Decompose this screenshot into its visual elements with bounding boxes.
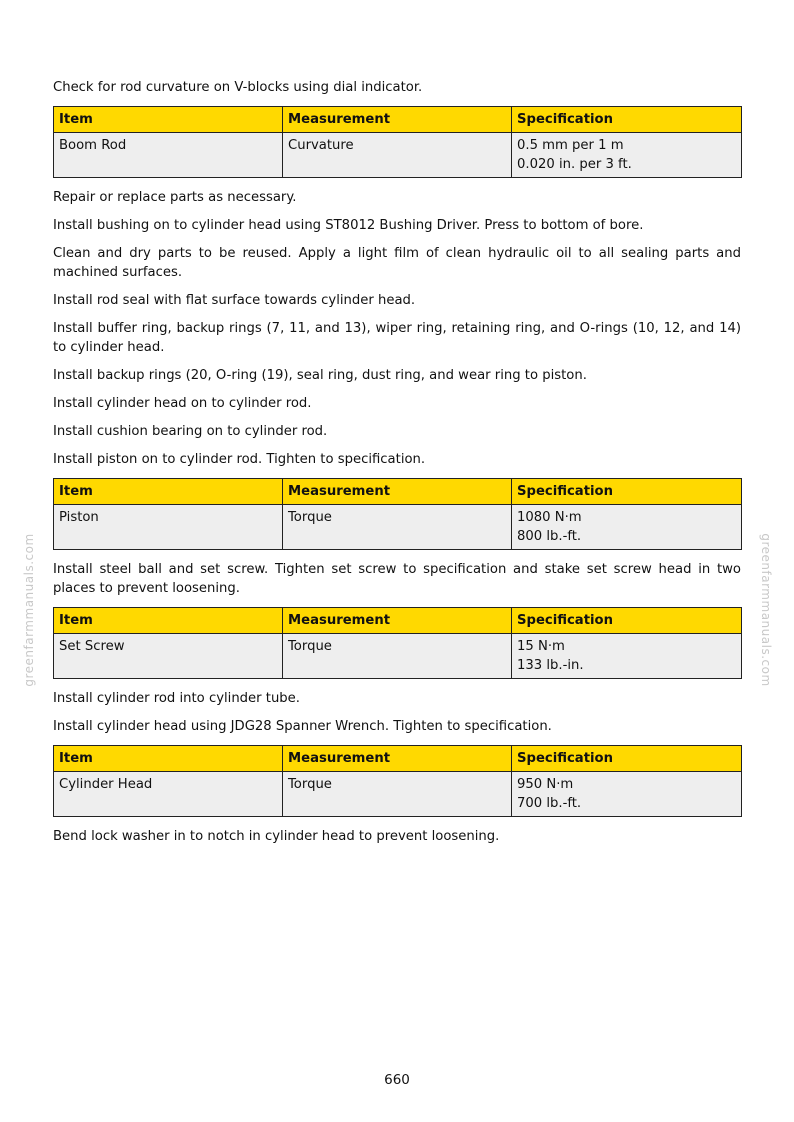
- cell-measurement: Curvature: [283, 133, 512, 178]
- cell-item: Piston: [54, 505, 283, 550]
- table-row: [54, 772, 742, 817]
- header-measurement: Measurement: [283, 746, 512, 772]
- cell-specification: [512, 772, 742, 817]
- header-specification: Specification: [512, 479, 742, 505]
- instruction-paragraph: Install bushing on to cylinder head using ST8012 Bushing Driver. Press to bottom of bore.: [53, 218, 644, 233]
- header-specification: Specification: [512, 107, 742, 133]
- cell-measurement: Torque: [283, 634, 512, 679]
- header-specification: Specification: [512, 608, 742, 634]
- table-header-row: [54, 107, 742, 133]
- instruction-paragraph: Clean and dry parts to be reused. Apply a light film of clean hydraulic oil to all sealing parts and machined surfaces.: [53, 246, 741, 280]
- table-header-row: [54, 608, 742, 634]
- instruction-paragraph: Repair or replace parts as necessary.: [53, 190, 297, 205]
- cell-item: Set Screw: [54, 634, 283, 679]
- specification-table: [53, 607, 742, 679]
- header-measurement: Measurement: [283, 479, 512, 505]
- instruction-paragraph: Install cushion bearing on to cylinder rod.: [53, 424, 328, 439]
- specification-value: 800 lb.-ft.: [517, 529, 582, 544]
- specification-value: 133 lb.-in.: [517, 658, 584, 673]
- table-row: [54, 634, 742, 679]
- specification-value: 700 lb.-ft.: [517, 796, 582, 811]
- specification-value: 950 N·m: [517, 777, 574, 792]
- table-row: [54, 505, 742, 550]
- header-measurement: Measurement: [283, 608, 512, 634]
- header-item: Item: [54, 746, 283, 772]
- document-body: [53, 78, 741, 855]
- specification-table: [53, 106, 742, 178]
- instruction-paragraph: Check for rod curvature on V-blocks using dial indicator.: [53, 80, 423, 95]
- specification-table: [53, 478, 742, 550]
- table-header-row: [54, 479, 742, 505]
- instruction-paragraph: Install cylinder rod into cylinder tube.: [53, 691, 300, 706]
- header-item: Item: [54, 608, 283, 634]
- instruction-paragraph: Install buffer ring, backup rings (7, 11, and 13), wiper ring, retaining ring, and O-rings (10, 12, and 14) to cylinder head.: [53, 321, 741, 355]
- instruction-paragraph: Install cylinder head on to cylinder rod.: [53, 396, 312, 411]
- instruction-paragraph: Install piston on to cylinder rod. Tighten to specification.: [53, 452, 426, 467]
- header-item: Item: [54, 479, 283, 505]
- instruction-paragraph: Install rod seal with flat surface towards cylinder head.: [53, 293, 416, 308]
- specification-table: [53, 745, 742, 817]
- table-row: [54, 133, 742, 178]
- instruction-paragraph: Install backup rings (20, O-ring (19), seal ring, dust ring, and wear ring to piston.: [53, 368, 587, 383]
- specification-value: 1080 N·m: [517, 510, 582, 525]
- instruction-paragraph: Install steel ball and set screw. Tighten set screw to specification and stake set screw head in two places to prevent loosening.: [53, 562, 741, 596]
- header-specification: Specification: [512, 746, 742, 772]
- specification-value: 15 N·m: [517, 639, 565, 654]
- header-item: Item: [54, 107, 283, 133]
- cell-item: Cylinder Head: [54, 772, 283, 817]
- page-number: 660: [384, 1072, 410, 1088]
- instruction-paragraph: Bend lock washer in to notch in cylinder head to prevent loosening.: [53, 829, 500, 844]
- instruction-paragraph: Install cylinder head using JDG28 Spanner Wrench. Tighten to specification.: [53, 719, 552, 734]
- watermark-left: greenfarmmanuals.com: [22, 533, 36, 687]
- specification-value: 0.5 mm per 1 m: [517, 138, 624, 153]
- cell-measurement: Torque: [283, 772, 512, 817]
- cell-specification: [512, 634, 742, 679]
- table-header-row: [54, 746, 742, 772]
- header-measurement: Measurement: [283, 107, 512, 133]
- cell-measurement: Torque: [283, 505, 512, 550]
- specification-value: 0.020 in. per 3 ft.: [517, 157, 632, 172]
- watermark-right: greenfarmmanuals.com: [759, 533, 773, 687]
- cell-specification: [512, 505, 742, 550]
- cell-specification: [512, 133, 742, 178]
- cell-item: Boom Rod: [54, 133, 283, 178]
